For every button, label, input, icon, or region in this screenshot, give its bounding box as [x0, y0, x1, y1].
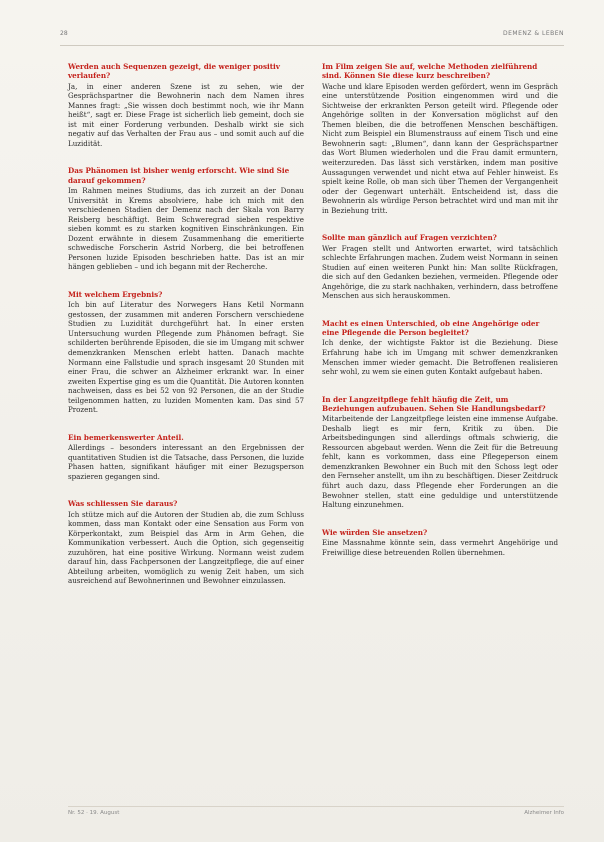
footer-publication: Alzheimer Info — [524, 810, 564, 816]
answer-text: Wer Fragen stellt und Antworten erwartet, wird tatsächlich schlechte Erfahrungen machen. Zudem weist Normann in seinen Studien auf einen weiteren Punkt hin: Man sollte Rückfragen, die sich auf den Gedanken beziehen, vermeiden. Pflegende oder Angehörige, die zu stark nachhaken, verhindern, dass betroffene Menschen aus sich herauskommen. — [322, 243, 558, 301]
qa-block — [322, 528, 558, 557]
question-heading: Wie würden Sie ansetzen? — [322, 527, 428, 537]
question-heading: Das Phänomen ist bisher wenig erforscht. Wie sind Sie darauf gekommen? — [68, 166, 290, 185]
page-footer — [68, 810, 564, 822]
qa-block — [322, 319, 558, 377]
page-number: 28 — [60, 30, 68, 37]
left-column — [68, 62, 304, 604]
qa-block — [68, 290, 304, 415]
qa-block — [68, 433, 304, 481]
qa-block — [322, 395, 558, 510]
page-header — [60, 30, 564, 42]
qa-block — [68, 166, 304, 272]
question-heading: Macht es einen Unterschied, ob eine Angehörige oder eine Pflegende die Person begleitet? — [322, 318, 540, 338]
right-column — [322, 62, 558, 575]
footer-issue: Nr. 52 · 19. August — [68, 810, 120, 816]
answer-text: Eine Massnahme könnte sein, dass vermehrt Angehörige und Freiwillige diese betreuenden Rollen übernehmen. — [322, 537, 558, 557]
header-divider — [60, 45, 564, 46]
section-label: DEMENZ & LEBEN — [503, 30, 564, 37]
answer-text: Im Rahmen meines Studiums, das ich zurzeit an der Donau Universität in Krems absolviere, habe ich mich mit den verschiedenen Stadien der Demenz nach der Skala von Barry Reisberg beschäftigt. Beim Schweregrad sieben respektive sieben kommt es zu starken kognitiven Einschränkungen. Ein Dozent erwähnte in diesem Zusammenhang die emeritierte schwedische Forscherin Astrid Norberg, die bei betroffenen Personen luzide Episoden beschrieben hatte. Das ist an mir hängen geblieben – und ich begann mit der Recherche. — [68, 186, 304, 272]
answer-text: Ich bin auf Literatur des Norwegers Hans Ketil Normann gestossen, der zusammen mit anderen Forschern verschiedene Studien zu Luzidität durchgeführt hat. In einer ersten Untersuchung wurden Pflegende zum Phänomen befragt. Sie schilderten berührende Episoden, die sie im Umgang mit schwer demenzkranken Menschen erlebt hatten. Danach machte Normann eine Fallstudie und sprach insgesamt 20 Stunden mit einer Frau, die schwer an Alzheimer erkrankt war. In einer zweiten Expertise ging es um die Quantität. Die Autoren konnten nachweisen, dass es bei 52 von 92 Personen, die an der Studie teilgenommen hatten, zu luziden Momenten kam. Das sind 57 Prozent. — [68, 300, 304, 415]
question-heading: In der Langzeitpflege fehlt häufig die Zeit, um Beziehungen aufzubauen. Sehen Sie Handlungsbedarf? — [322, 394, 546, 413]
qa-block — [68, 62, 304, 148]
question-heading: Mit welchem Ergebnis? — [68, 289, 163, 299]
answer-text: Ich denke, der wichtigste Faktor ist die Beziehung. Diese Erfahrung habe ich im Umgang mit schwer demenzkranken Menschen immer wieder gemacht. Die Betroffenen realisieren sehr wohl, zu wem sie einen guten Kontakt aufgebaut haben. — [322, 338, 558, 377]
answer-text: Mitarbeitende der Langzeitpflege leisten eine immense Aufgabe. Deshalb liegt es mir fern, Kritik zu üben. Die Arbeitsbedingungen sind allerdings oftmals schwierig, die Ressourcen abgebaut werden. Wenn die Zeit für die Betreuung fehlt, kann es vorkommen, dass eine Pflegeperson einem demenzkranken Bewohner ein Buch mit den Schoss legt oder den Fernseher anstellt, um ihn zu beschäftigen. Dieser Zeitdruck führt auch dazu, dass Pflegende eher Forderungen an die Bewohner stellen, statt eine geduldige und unterstützende Haltung einzunehmen. — [322, 414, 558, 510]
answer-text: Ja, in einer anderen Szene ist zu sehen, wie der Gesprächspartner die Bewohnerin nach dem Namen ihres Mannes fragt: „Sie wissen doch bestimmt noch, wie ihr Mann heißt“, sagt er. Diese Frage ist sicherlich lieb gemeint, doch sie ist mit einer Forderung verbunden. Deshalb wirkt sie sich negativ auf das Verhalten der Frau aus – und somit auch auf die Luzidität. — [68, 81, 304, 148]
footer-divider — [68, 806, 564, 807]
question-heading: Ein bemerkenswerter Anteil. — [68, 432, 184, 442]
answer-text: Ich stütze mich auf die Autoren der Studien ab, die zum Schluss kommen, dass man Kontakt oder eine Sensation aus Form von Körperkontakt, zum Beispiel das Arm in Arm Gehen, die Kommunikation verbessert. Auch die Option, sich gegenseitig zuzuhören, hat eine positive Wirkung. Normann weist zudem darauf hin, dass Fachpersonen der Langzeitpflege, die auf einer Abteilung arbeiten, womöglich zu wenig Zeit haben, um sich ausreichend auf Bewohnerinnen und Bewohner einzulassen. — [68, 509, 304, 586]
question-heading: Was schliessen Sie daraus? — [68, 499, 178, 509]
qa-block — [322, 233, 558, 301]
answer-text: Wache und klare Episoden werden gefördert, wenn im Gespräch eine unterstützende Position eingenommen wird und die Sichtweise der erkrankten Person geteilt wird. Pflegende oder Angehörige sollten in der Konversation möglichst auf den Themen bleiben, die die betroffenen Menschen beschäftigen. Nicht zum Beispiel ein Blumenstrauss auf einem Tisch und eine Bewohnerin sagt: „Blumen“, dann kann der Gesprächspartner das Wort Blumen wiederholen und die Frau damit ermuntern, weiterzureden. Das lässt sich verstärken, indem man positive Aussagungen verwendet und nicht etwa auf Fehler hinweist. Es spielt keine Rolle, ob man sich über Themen der Vergangenheit oder der Gegenwart unterhält. Entscheidend ist, dass die Bewohnerin als würdige Person betrachtet wird und man mit ihr in Beziehung tritt. — [322, 81, 558, 215]
answer-text: Allerdings – besonders interessant an den Ergebnissen der quantitativen Studien ist die Tatsache, dass Personen, die luzide Phasen hatten, signifikant häufiger mit einer Bezugsperson spazieren gegangen sind. — [68, 443, 304, 481]
qa-block — [322, 62, 558, 215]
question-heading: Sollte man gänzlich auf Fragen verzichten? — [322, 233, 497, 243]
question-heading: Im Film zeigen Sie auf, welche Methoden zielführend sind. Können Sie diese kurz beschreiben? — [322, 62, 538, 81]
qa-block — [68, 499, 304, 586]
question-heading: Werden auch Sequenzen gezeigt, die weniger positiv verlaufen? — [68, 62, 280, 81]
